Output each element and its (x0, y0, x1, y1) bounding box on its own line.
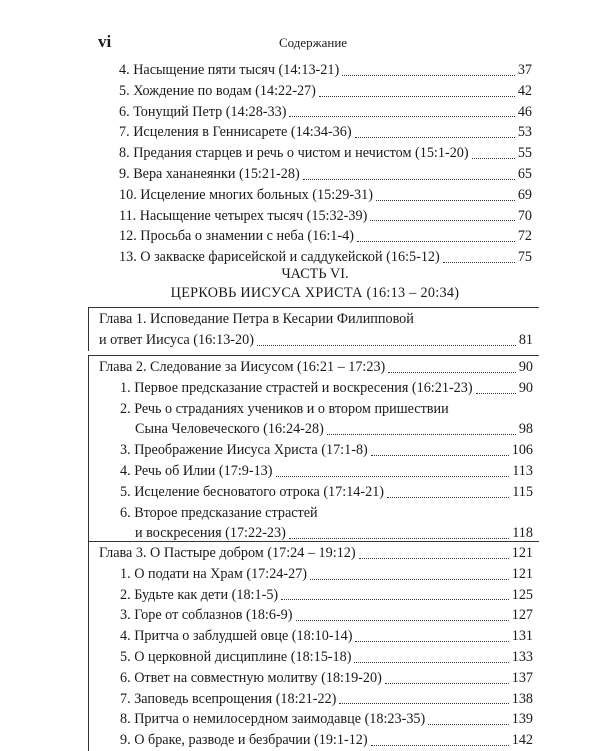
toc-entry: 13. О закваске фарисейской и саддукейской (16:5-12) 75 (98, 247, 532, 268)
chapter-1-title-cont: и ответ Иисуса (16:13-20) (99, 331, 254, 348)
toc-entry: 8. Притча о немилосердном заимодавце (18:23-35) 139 (99, 709, 533, 730)
toc-entry: 7. Заповедь всепрощения (18:21-22) 138 (99, 689, 533, 710)
chapter-3-heading: Глава 3. О Пастыре добром (17:24 – 19:12) 121 (99, 543, 533, 564)
toc-entry: 4. Притча о заблудшей овце (18:10-14) 131 (99, 626, 533, 647)
toc-entry: 5. О церковной дисциплине (18:15-18) 133 (99, 647, 533, 668)
toc-entry: 5. Исцеление бесноватого отрока (17:14-21) 115 (99, 482, 533, 503)
toc-entry: 3. Преображение Иисуса Христа (17:1-8) 106 (99, 440, 533, 461)
toc-entry: 6. Ответ на совместную молитву (18:19-20) 137 (99, 668, 533, 689)
toc-entry: 8. Предания старцев и речь о чистом и нечистом (15:1-20) 55 (98, 143, 532, 164)
toc-page: 90 (518, 379, 533, 396)
toc-entry: 9. Вера хананеянки (15:21-28) 65 (98, 164, 532, 185)
toc-page: 53 (517, 124, 532, 141)
toc-page: 65 (517, 165, 532, 182)
running-title: Содержание (278, 35, 348, 50)
toc-page: 55 (517, 145, 532, 162)
toc-page: 72 (517, 228, 532, 245)
part-heading (98, 265, 532, 303)
toc-entry: 3. Горе от соблазнов (18:6-9) 127 (99, 605, 533, 626)
toc-page: 121 (511, 565, 533, 582)
toc-page: 75 (517, 249, 532, 266)
toc-page: 90 (518, 359, 533, 375)
toc-page: 98 (518, 421, 533, 438)
toc-page: 137 (511, 669, 533, 686)
toc-page: 46 (517, 103, 532, 120)
chapter-1-title: Глава 1. Исповедание Петра в Кесарии Филипповой (99, 311, 414, 327)
toc-entry: Сына Человеческого (16:24-28) 98 (99, 419, 533, 440)
toc-entry: 11. Насыщение четырех тысяч (15:32-39) 70 (98, 206, 532, 227)
toc-page: 125 (511, 586, 533, 603)
toc-page: 81 (518, 331, 533, 348)
toc-page: 115 (512, 483, 533, 500)
toc-entry: 9. О браке, разводе и безбрачии (19:1-12) 142 (99, 730, 533, 751)
toc-page: 37 (517, 62, 532, 78)
toc-entry: 10. Исцеление многих больных (15:29-31) 69 (98, 185, 532, 206)
toc-page: 70 (517, 207, 532, 224)
toc-page: 142 (511, 732, 533, 749)
toc-page: 113 (512, 462, 533, 479)
toc-entry: 4. Насыщение пяти тысяч (14:13-21) 37 (98, 60, 532, 81)
toc-page: 106 (511, 442, 533, 459)
toc-page: 118 (512, 525, 533, 542)
page-header (98, 32, 528, 54)
page-number: vi (98, 32, 112, 51)
toc-entry: 4. Речь об Илии (17:9-13) 113 (99, 461, 533, 482)
toc-entry: 2. Будьте как дети (18:1-5) 125 (99, 585, 533, 606)
toc-entry-line: 6. Второе предсказание страстей (120, 504, 318, 521)
toc-entry-line: 2. Речь о страданиях учеников и о втором пришествии (120, 400, 449, 417)
toc-page: 133 (511, 648, 533, 665)
chapter-2-heading: Глава 2. Следование за Иисусом (16:21 – 17:23) 90 (99, 357, 533, 378)
chapter-3-block (88, 541, 539, 751)
part-title: ЦЕРКОВЬ ИИСУСА ХРИСТА (16:13 – 20:34) (170, 285, 460, 301)
chapter-2-block (88, 355, 539, 544)
toc-page: 138 (511, 690, 533, 707)
toc-page: 121 (511, 545, 533, 561)
toc-entry: 12. Просьба о знамении с неба (16:1-4) 72 (98, 226, 532, 247)
toc-page: 139 (511, 711, 533, 728)
toc-page: 69 (517, 186, 532, 203)
part-label: ЧАСТЬ VI. (281, 266, 349, 282)
toc-top-list (98, 60, 532, 268)
toc-entry: 7. Исцеления в Геннисарете (14:34-36) 53 (98, 122, 532, 143)
toc-entry (99, 330, 533, 351)
toc-page: 131 (511, 628, 533, 645)
toc-entry: и воскресения (17:22-23) 118 (99, 523, 533, 544)
toc-entry: 1. О подати на Храм (17:24-27) 121 (99, 564, 533, 585)
toc-entry: 6. Тонущий Петр (14:28-33) 46 (98, 102, 532, 123)
chapter-1-block (88, 307, 539, 351)
toc-entry: 5. Хождение по водам (14:22-27) 42 (98, 81, 532, 102)
toc-page: 42 (517, 82, 532, 99)
toc-page: 127 (511, 607, 533, 624)
toc-entry: 1. Первое предсказание страстей и воскресения (16:21-23) 90 (99, 378, 533, 399)
